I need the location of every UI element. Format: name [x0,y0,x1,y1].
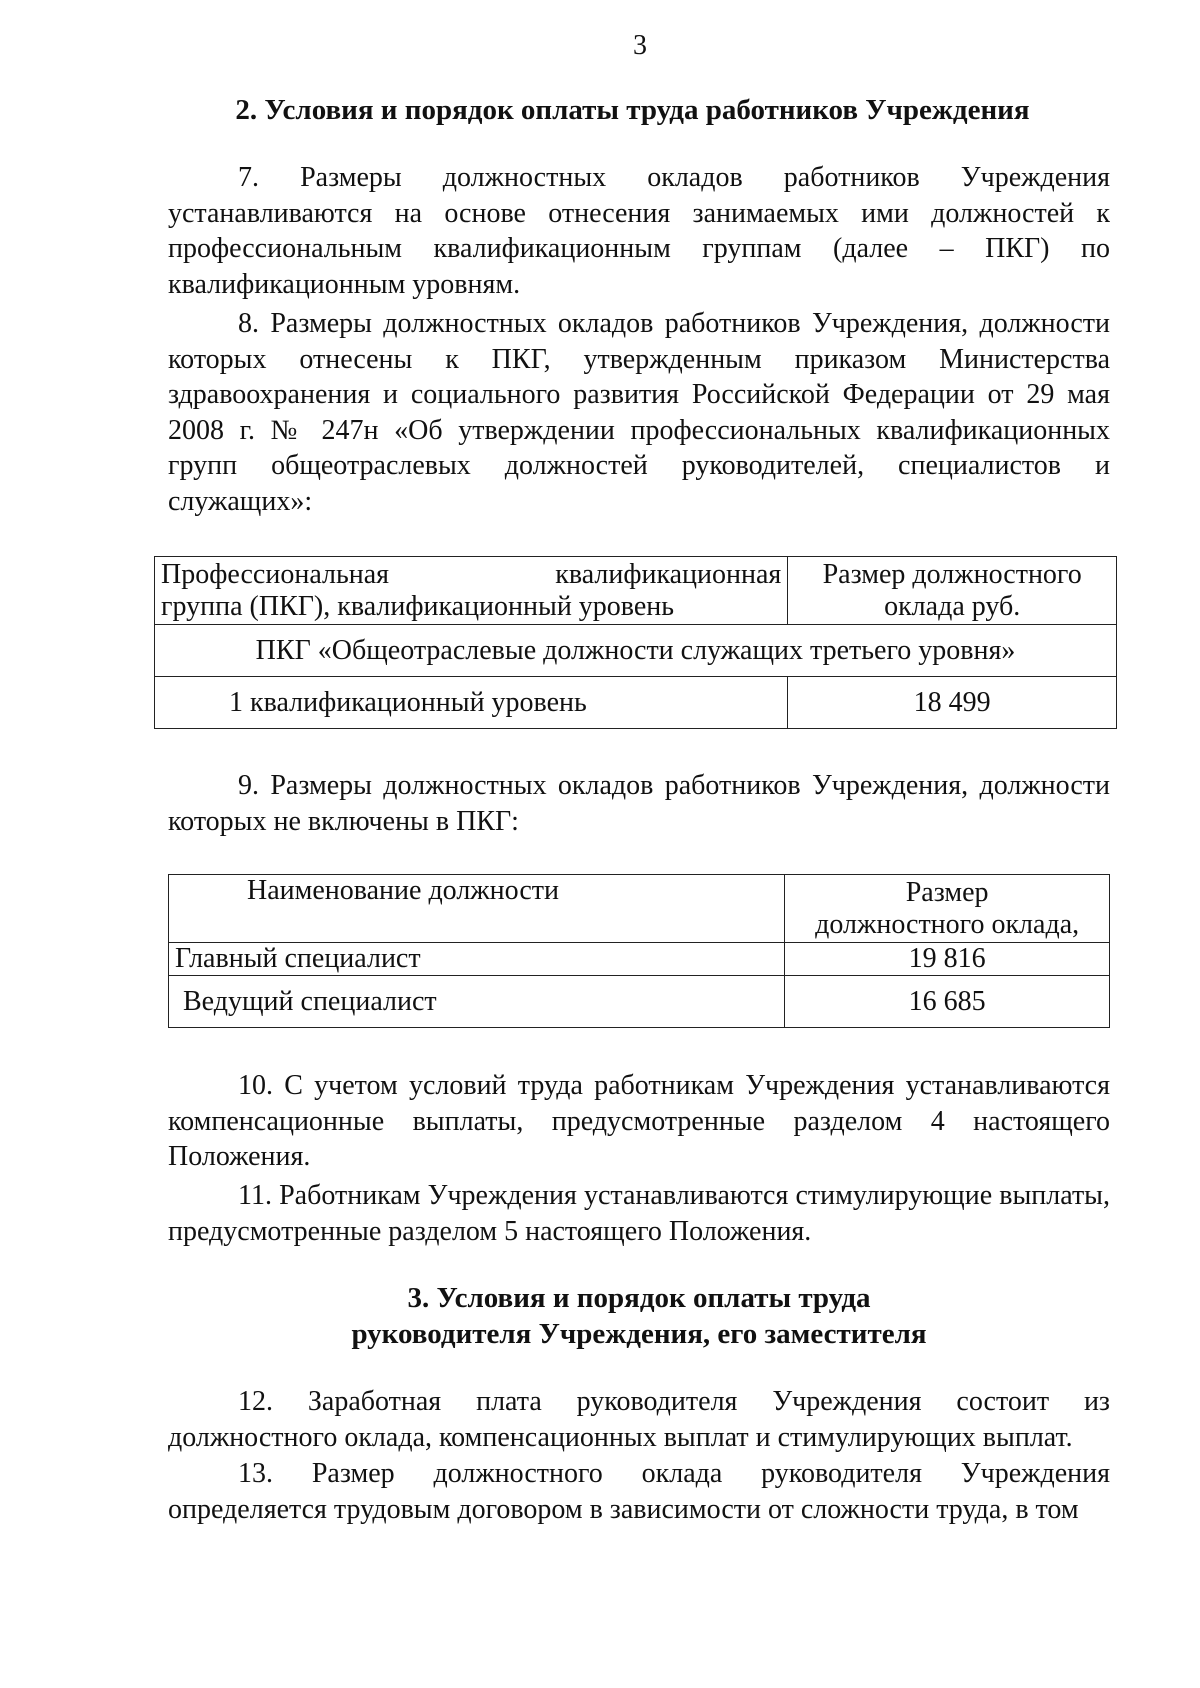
section-3-heading [168,1280,1110,1352]
position-cell: Главный специалист [169,943,785,976]
header-cell-salary [788,557,1117,625]
header-cell-salary-line1: Размер должностного [822,558,1082,590]
header-cell-salary-line2: оклада руб. [884,590,1021,622]
position-cell: Ведущий специалист [169,976,785,1028]
paragraph-10: 10. С учетом условий труда работникам Учреждения устанавливаются компенсационные выплаты, предусмотренные разделом 4 настоящего Положения. [168,1070,1110,1172]
paragraph-7: 7. Размеры должностных окладов работников Учреждения устанавливаются на основе отнесения занимаемых ими должностей к профессиональным квалификационным группам (далее – ПКГ) по квалификационным уровням. [168,162,1110,300]
paragraph-13: 13. Размер должностного оклада руководителя Учреждения определяется трудовым договором в зависимости от сложности труда, в том [168,1458,1110,1525]
header-cell-group-line1: Профессиональная квалификационная [161,558,782,590]
paragraph-12: 12. Заработная плата руководителя Учреждения состоит из должностного оклада, компенсационных выплат и стимулирующих выплат. [168,1386,1110,1453]
header-cell-position: Наименование должности [169,875,785,943]
page-number: 3 [633,30,647,61]
table-row [169,976,1110,1028]
pkg-salary-table [154,556,1117,729]
salary-cell: 16 685 [785,976,1110,1028]
header-cell-salary [785,875,1110,943]
table-header-row [169,875,1110,943]
paragraph-9: 9. Размеры должностных окладов работников Учреждения, должности которых не включены в ПКГ: [168,770,1110,837]
header-cell-group [155,557,788,625]
section-3-heading-line2: руководителя Учреждения, его заместителя [351,1318,927,1350]
section-2-heading: 2. Условия и порядок оплаты труда работников Учреждения [235,94,1030,126]
header-cell-group-line2: группа (ПКГ), квалификационный уровень [161,590,675,622]
header-cell-salary-line2: должностного оклада, [815,908,1080,940]
paragraph-8: 8. Размеры должностных окладов работников Учреждения, должности которых отнесены к ПКГ, утвержденным приказом Министерства здравоохранения и социального развития Российской Федерации от 29 мая 2008 г. № 247н «Об утверждении профессиональных квалификационных групп общеотраслевых должностей руководителей, специалистов и служащих»: [168,308,1110,517]
salary-cell: 19 816 [785,943,1110,976]
table-group-row [155,625,1117,677]
table-row [155,677,1117,729]
group-row-cell: ПКГ «Общеотраслевые должности служащих третьего уровня» [155,625,1117,677]
table-row [169,943,1110,976]
table-header-row [155,557,1117,625]
salary-cell: 18 499 [788,677,1117,729]
level-cell: 1 квалификационный уровень [155,677,788,729]
non-pkg-salary-table [168,874,1110,1028]
paragraph-11: 11. Работникам Учреждения устанавливаются стимулирующие выплаты, предусмотренные разделом 5 настоящего Положения. [168,1180,1110,1247]
header-cell-salary-line1: Размер [905,876,989,908]
section-3-heading-line1: 3. Условия и порядок оплаты труда [407,1282,871,1314]
